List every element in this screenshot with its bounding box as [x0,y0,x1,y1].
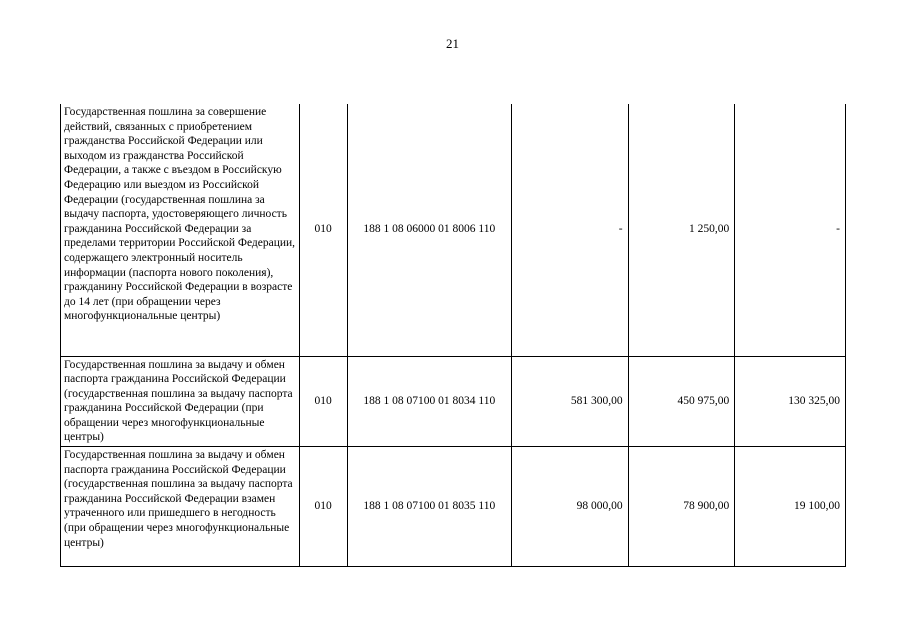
table-row [61,104,846,356]
row-name-cell: Государственная пошлина за выдачу и обмен паспорта гражданина Российской Федерации (государственная пошлина за выдачу паспорта гражданина Российской Федерации взамен утраченного или пришедшего в негодность (при обращении через многофункциональные центры) [61,447,300,567]
row-col4-cell: - [511,104,628,356]
row-col6-cell: 130 325,00 [735,356,846,447]
row-col6-cell: 19 100,00 [735,447,846,567]
row-col5-cell: 1 250,00 [628,104,735,356]
row-col4-cell: 581 300,00 [511,356,628,447]
row-code-cell: 010 [299,356,347,447]
row-name-cell: Государственная пошлина за совершение действий, связанных с приобретением гражданства Российской Федерации или выходом из гражданства Российской Федерации, а также с въездом в Российскую Федерацию или выездом из Российской Федерации (государственная пошлина за выдачу паспорта, удостоверяющего личность гражданина Российской Федерации за пределами территории Российской Федерации, содержащего электронный носитель информации (паспорта нового поколения), гражданину Российской Федерации в возрасте до 14 лет (при обращении через многофункциональные центры) [61,104,300,356]
row-kbk-cell: 188 1 08 07100 01 8035 110 [347,447,511,567]
table-row [61,447,846,567]
row-kbk-cell: 188 1 08 06000 01 8006 110 [347,104,511,356]
row-code-cell: 010 [299,447,347,567]
row-kbk-cell: 188 1 08 07100 01 8034 110 [347,356,511,447]
row-col5-cell: 450 975,00 [628,356,735,447]
row-name-cell: Государственная пошлина за выдачу и обмен паспорта гражданина Российской Федерации (государственная пошлина за выдачу паспорта гражданина Российской Федерации (при обращении через многофункциональные центры) [61,356,300,447]
row-col4-cell: 98 000,00 [511,447,628,567]
row-col5-cell: 78 900,00 [628,447,735,567]
table-row [61,356,846,447]
row-code-cell: 010 [299,104,347,356]
budget-table [60,104,846,567]
page-number: 21 [446,36,459,51]
row-col6-cell: - [735,104,846,356]
